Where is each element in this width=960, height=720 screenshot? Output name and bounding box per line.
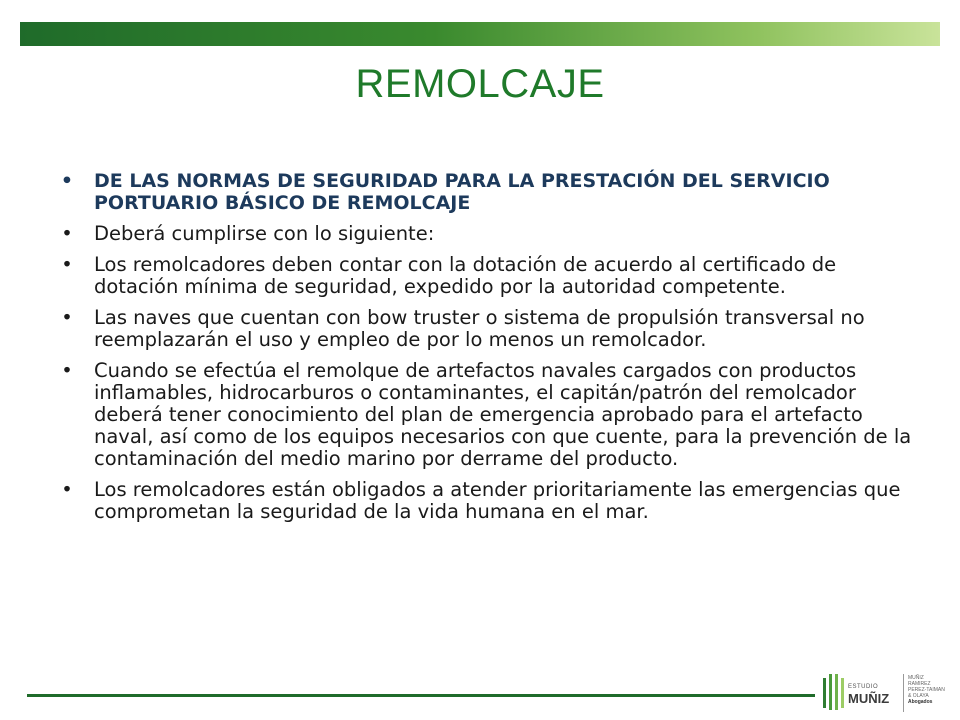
slide-title: REMOLCAJE	[355, 62, 605, 106]
bullet-item	[58, 254, 918, 298]
logo-subtitle: Abogados	[908, 699, 933, 705]
bullet-icon: •	[61, 478, 73, 501]
bullet-text: Las naves que cuentan con bow truster o sistema de propulsión transversal no reemplazarán el uso y empleo de por lo menos un remolcador.	[94, 306, 865, 351]
bullet-icon: •	[61, 306, 73, 329]
bullet-icon: •	[61, 222, 73, 245]
logo-partners	[908, 675, 945, 705]
logo-partner: & OLAYA	[908, 693, 929, 699]
bullet-item	[58, 223, 918, 245]
bullet-text: DE LAS NORMAS DE SEGURIDAD PARA LA PRESTACIÓN DEL SERVICIO PORTUARIO BÁSICO DE REMOLCAJE	[94, 170, 830, 214]
bullet-icon: •	[60, 170, 74, 192]
logo-partner: MUÑIZ	[908, 675, 924, 681]
logo-mark-icon	[822, 672, 846, 712]
firm-logo	[820, 668, 948, 716]
bullet-item	[58, 479, 918, 523]
top-gradient-bar	[20, 22, 940, 46]
bottom-divider	[27, 694, 815, 697]
logo-studio-text: ESTUDIO	[848, 684, 879, 690]
bullet-text: Los remolcadores están obligados a atender prioritariamente las emergencias que comprometan la seguridad de la vida humana en el mar.	[94, 478, 901, 523]
bullet-text: Cuando se efectúa el remolque de artefactos navales cargados con productos inflamables, hidrocarburos o contaminantes, el capitán/patrón del remolcador deberá tener conocimiento del plan de emergencia aprobado para el artefacto naval, así como de los equipos necesarios con que cuente, para la prevención de la contaminación del medio marino por derrame del producto.	[94, 359, 912, 470]
bullet-list	[58, 170, 918, 532]
logo-separator	[903, 674, 904, 712]
bullet-item	[58, 360, 918, 470]
bullet-item-heading	[58, 170, 918, 214]
logo-name-text: MUÑIZ	[848, 691, 890, 706]
bullet-icon: •	[61, 253, 73, 276]
bullet-icon: •	[61, 359, 73, 382]
bullet-item	[58, 307, 918, 351]
logo-partner: PEREZ-TAIMAN	[908, 687, 945, 693]
bullet-text: Los remolcadores deben contar con la dotación de acuerdo al certificado de dotación mínima de seguridad, expedido por la autoridad competente.	[94, 253, 837, 298]
logo-partner: RAMIREZ	[908, 681, 931, 687]
bullet-text: Deberá cumplirse con lo siguiente:	[94, 222, 435, 245]
